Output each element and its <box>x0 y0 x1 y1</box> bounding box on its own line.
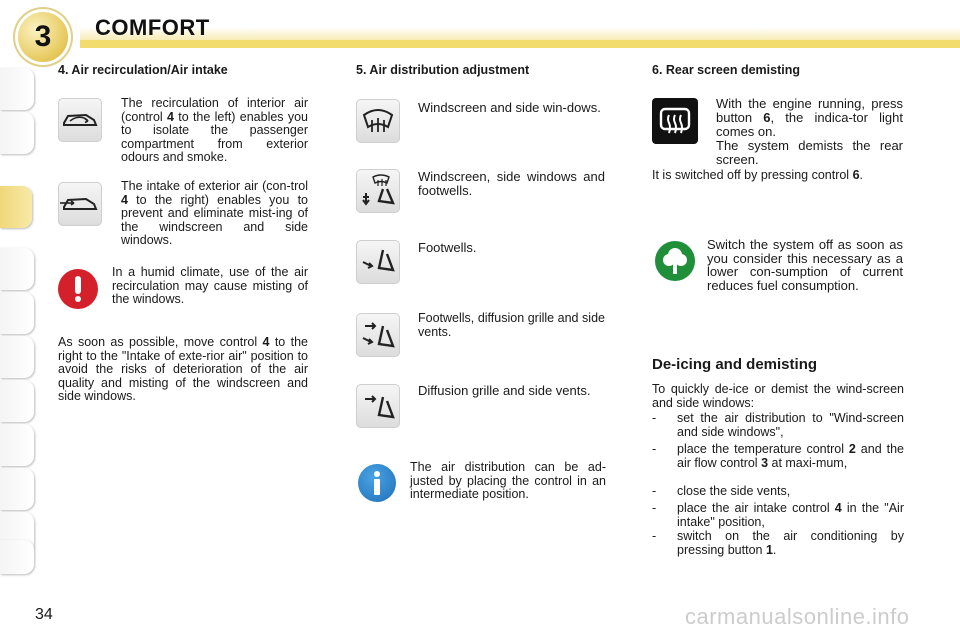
side-tab-active[interactable] <box>0 186 32 228</box>
deicing-step: - place the air intake control 4 in the "Air intake" position, <box>652 501 905 529</box>
deicing-heading: De-icing and demisting <box>652 356 818 373</box>
header-rule <box>80 40 960 48</box>
distribution-option-label: Windscreen and side win-dows. <box>418 100 601 115</box>
section-heading-rear-demist: 6. Rear screen demisting <box>652 63 800 77</box>
eco-tree-icon <box>655 241 695 281</box>
chapter-title: COMFORT <box>95 15 210 40</box>
info-intermediate-text: The air distribution can be ad-justed by placing the control in an intermediate position. <box>410 460 606 501</box>
deicing-step: - place the temperature control 2 and the air flow control 3 at maxi-mum, <box>652 442 904 470</box>
chapter-badge <box>18 12 68 62</box>
rear-demist-off-text: It is switched off by pressing control 6. <box>652 168 863 182</box>
rear-demist-button-icon <box>652 98 698 144</box>
header-band <box>80 27 960 41</box>
side-tab[interactable] <box>0 540 34 574</box>
rear-demist-result-text: The system demists the rear screen. <box>716 138 903 167</box>
humid-climate-warning: In a humid climate, use of the air recirculation may cause misting of the windows. <box>112 265 308 306</box>
side-tab[interactable] <box>0 292 34 334</box>
windscreen-footwell-icon <box>356 169 400 213</box>
info-icon <box>358 464 396 502</box>
footwell-vent-icon <box>356 313 400 357</box>
footwell-icon <box>356 240 400 284</box>
section-heading-distribution: 5. Air distribution adjustment <box>356 63 530 77</box>
deicing-step: - close the side vents, <box>652 484 791 498</box>
section-heading-recirculation: 4. Air recirculation/Air intake <box>58 63 228 77</box>
eco-advice-text: Switch the system off as soon as you consider this necessary as a lower con-sumption of current reduces fuel consumption. <box>707 237 903 293</box>
air-intake-text: The intake of exterior air (con-trol 4 to the right) enables you to prevent and eliminate mist-ing of the windscreen and side windows. <box>121 179 308 247</box>
windscreen-distribution-icon <box>356 99 400 143</box>
deicing-step: - set the air distribution to "Wind-screen and side windows", <box>652 411 904 439</box>
warning-icon <box>58 269 98 309</box>
side-tab[interactable] <box>0 112 34 154</box>
chapter-number: 3 <box>34 20 52 53</box>
distribution-option-label: Windscreen, side windows and footwells. <box>418 169 605 198</box>
recirculation-car-icon <box>58 98 102 142</box>
side-tab[interactable] <box>0 424 34 466</box>
rear-demist-engine-text: With the engine running, press button 6, the indica-tor light comes on. <box>716 96 903 139</box>
side-tab[interactable] <box>0 248 34 290</box>
side-tab[interactable] <box>0 68 34 110</box>
distribution-option-label: Footwells, diffusion grille and side vents. <box>418 311 605 339</box>
deicing-intro: To quickly de-ice or demist the wind-screen and side windows: <box>652 382 904 410</box>
deicing-step: - switch on the air conditioning by pressing button 1. <box>652 529 904 557</box>
recirculation-text: The recirculation of interior air (control 4 to the left) enables you to isolate the passenger compartment from exterior odours and smoke. <box>121 96 308 164</box>
side-tab[interactable] <box>0 468 34 510</box>
side-tab[interactable] <box>0 380 34 422</box>
air-intake-car-icon <box>58 182 102 226</box>
intake-advice-text: As soon as possible, move control 4 to the right to the "Intake of exte-rior air" position to avoid the risks of deterioration of the air quality and misting of the windscreen and side windows. <box>58 335 309 403</box>
distribution-option-label: Footwells. <box>418 240 477 255</box>
watermark: carmanualsonline.info <box>685 604 910 629</box>
vent-icon <box>356 384 400 428</box>
distribution-option-label: Diffusion grille and side vents. <box>418 383 591 398</box>
page-number: 34 <box>35 606 53 623</box>
side-tab[interactable] <box>0 336 34 378</box>
